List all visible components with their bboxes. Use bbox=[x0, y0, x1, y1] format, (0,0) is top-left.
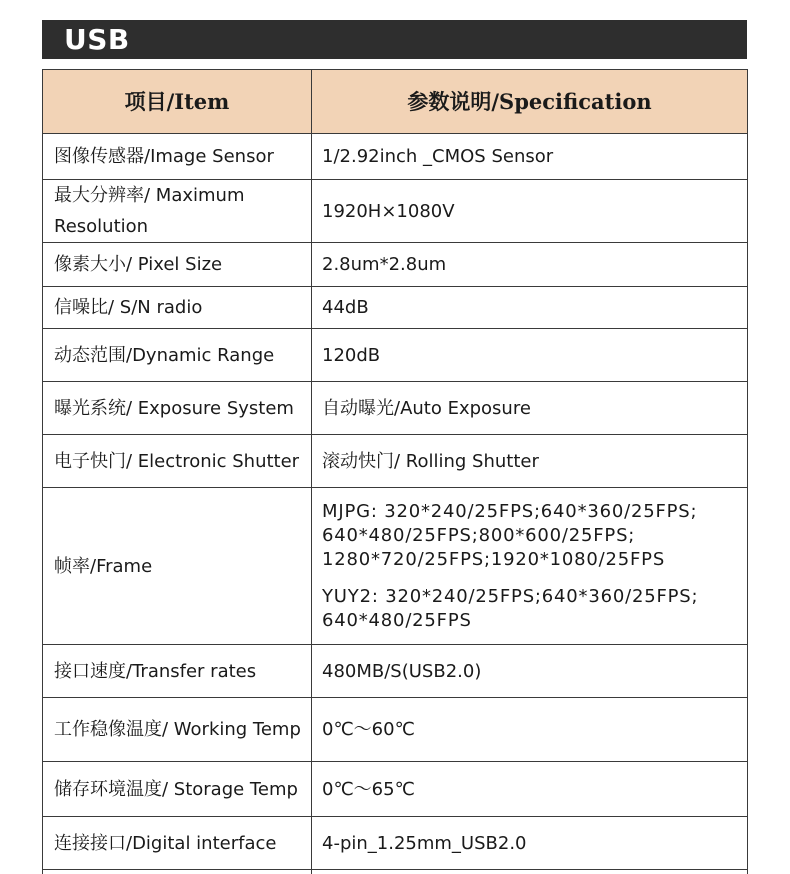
row-item-empty bbox=[43, 870, 312, 874]
table-row bbox=[43, 488, 748, 645]
table-row bbox=[43, 435, 748, 488]
row-spec: 2.8um*2.8um bbox=[312, 243, 748, 287]
header-item: 项目/Item bbox=[43, 70, 312, 134]
row-item: 图像传感器/Image Sensor bbox=[43, 134, 312, 180]
row-item: 动态范围/Dynamic Range bbox=[43, 329, 312, 382]
row-item: 储存环境温度/ Storage Temp bbox=[43, 762, 312, 817]
frame-yuy2: YUY2: 320*240/25FPS;640*360/25FPS; 640*480/25FPS bbox=[322, 585, 699, 631]
table-row bbox=[43, 382, 748, 435]
row-spec: 1/2.92inch _CMOS Sensor bbox=[312, 134, 748, 180]
row-item: 曝光系统/ Exposure System bbox=[43, 382, 312, 435]
row-spec-frame bbox=[312, 488, 748, 645]
table-row bbox=[43, 243, 748, 287]
table-row bbox=[43, 698, 748, 762]
table-row bbox=[43, 134, 748, 180]
table-row bbox=[43, 180, 748, 243]
row-spec: 120dB bbox=[312, 329, 748, 382]
row-item: 最大分辨率/ Maximum Resolution bbox=[43, 180, 312, 243]
table-row bbox=[43, 645, 748, 698]
row-item: 帧率/Frame bbox=[43, 488, 312, 645]
row-item: 工作稳像温度/ Working Temp bbox=[43, 698, 312, 762]
section-title: USB bbox=[42, 20, 747, 59]
row-item: 连接接口/Digital interface bbox=[43, 817, 312, 870]
row-spec: 滚动快门/ Rolling Shutter bbox=[312, 435, 748, 488]
row-spec: 44dB bbox=[312, 287, 748, 329]
row-item: 像素大小/ Pixel Size bbox=[43, 243, 312, 287]
table-row bbox=[43, 870, 748, 874]
row-spec: 自动曝光/Auto Exposure bbox=[312, 382, 748, 435]
frame-mjpg: MJPG: 320*240/25FPS;640*360/25FPS; 640*480/25FPS;800*600/25FPS; 1280*720/25FPS;1920*1080/25FPS bbox=[322, 500, 698, 570]
row-item: 接口速度/Transfer rates bbox=[43, 645, 312, 698]
spec-table bbox=[42, 69, 748, 874]
row-item: 电子快门/ Electronic Shutter bbox=[43, 435, 312, 488]
row-spec: 4-pin_1.25mm_USB2.0 bbox=[312, 817, 748, 870]
row-spec: 0℃～60℃ bbox=[312, 698, 748, 762]
header-specification: 参数说明/Specification bbox=[312, 70, 748, 134]
table-header-row bbox=[43, 70, 748, 134]
row-spec: 480MB/S(USB2.0) bbox=[312, 645, 748, 698]
table-row bbox=[43, 817, 748, 870]
row-spec: 0℃～65℃ bbox=[312, 762, 748, 817]
row-spec: 1920H×1080V bbox=[312, 180, 748, 243]
row-item: 信噪比/ S/N radio bbox=[43, 287, 312, 329]
row-spec-empty bbox=[312, 870, 748, 874]
table-row bbox=[43, 287, 748, 329]
table-row bbox=[43, 329, 748, 382]
table-row bbox=[43, 762, 748, 817]
